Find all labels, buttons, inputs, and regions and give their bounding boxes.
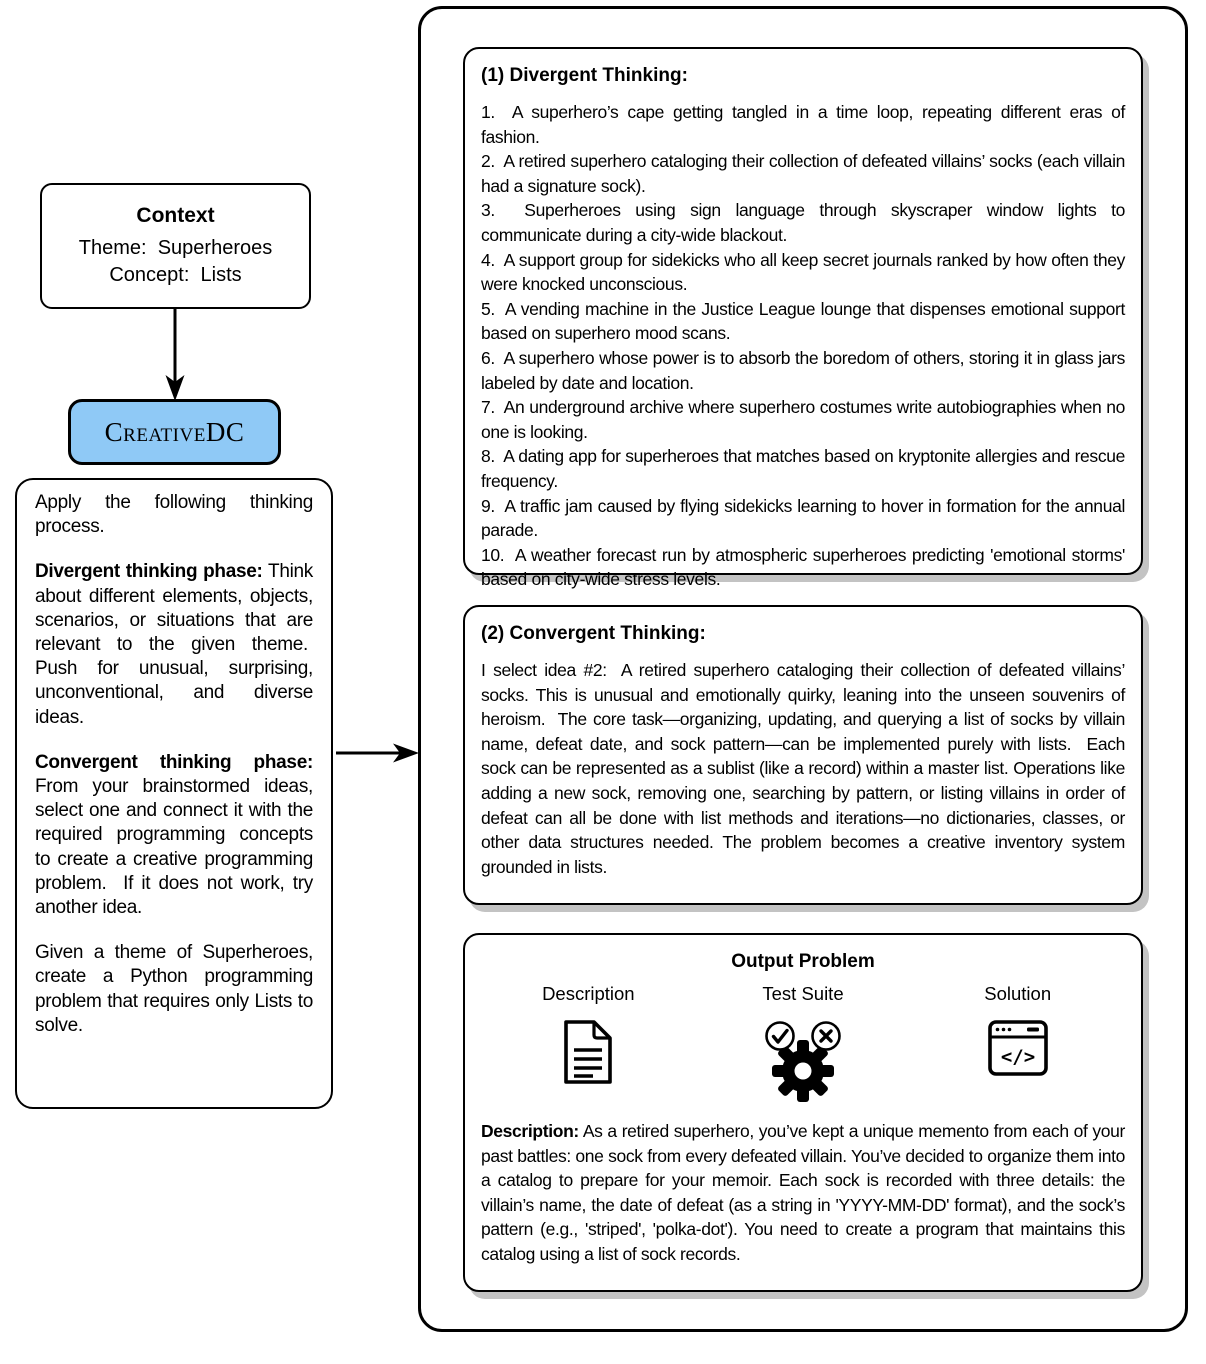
output-components-row: [481, 983, 1125, 1107]
output-problem-box: [463, 933, 1143, 1292]
convergent-phase-body: From your brainstormed ideas, select one and connect it with the required programming concepts to create a creative programming problem. If it does not work, try another idea.: [35, 776, 313, 919]
convergent-thinking-box: [463, 605, 1143, 905]
context-theme-line: Theme: Superheroes: [78, 237, 273, 259]
output-description-label: Description:: [481, 1121, 579, 1141]
output-description-body: As a retired superhero, you’ve kept a unique memento from each of your past battles: one sock from every defeated villain. You’ve decided to organize them into a catalog to prepare for your memoir. Each sock is recorded with three details: the villain’s name, the date of defeat (as a string in 'YYYY-MM-DD' format), and the sock’s pattern (e.g., 'striped', 'polka-dot'). You need to create a program that maintains this catalog using a list of sock records.: [481, 1121, 1126, 1264]
test-suite-gear-icon: [751, 1019, 855, 1103]
idea-item: 3. Superheroes using sign language through skyscraper window lights to communicate during a city-wide blackout.: [481, 200, 1125, 245]
idea-item: 4. A support group for sidekicks who all keep secret journals ranked by how often they were knocked unconscious.: [481, 249, 1125, 295]
creativedc-label: CreativeDC: [104, 416, 245, 447]
component-test-suite-label: Test Suite: [762, 983, 844, 1004]
idea-item: 5. A vending machine in the Justice League lounge that dispenses emotional support based on superhero mood scans.: [481, 298, 1125, 344]
idea-item: 2. A retired superhero cataloging their collection of defeated villains’ socks (each villain had a signature sock).: [481, 151, 1125, 196]
component-test-suite: [696, 983, 911, 1107]
idea-item: 1. A superhero’s cape getting tangled in a time loop, repeating different eras of fashion.: [481, 102, 1125, 147]
arrow-down-icon: [163, 309, 187, 401]
code-glyph: </>: [1000, 1046, 1035, 1068]
idea-item: 10. A weather forecast run by atmospheric superheroes predicting 'emotional storms' based on city-wide stress levels.: [481, 544, 1125, 590]
process-intro: Apply the following thinking process.: [35, 492, 313, 538]
arrow-right-icon: [335, 741, 419, 765]
divergent-phase-body: Think about different elements, objects, scenarios, or situations that are relevant to the given theme. Push for unusual, surprising, unconventional, and diverse ideas.: [35, 561, 313, 728]
component-description: [481, 983, 696, 1107]
convergent-box-title: (2) Convergent Thinking:: [481, 623, 706, 644]
component-solution-label: Solution: [984, 983, 1052, 1004]
context-title: Context: [136, 204, 215, 227]
divergent-box-title: (1) Divergent Thinking:: [481, 65, 688, 86]
convergent-box-body: I select idea #2: A retired superhero cataloging their collection of defeated villains’ socks. This is unusual and emotionally quirky, leaning into the unseen souvenirs of heroism. The core task—organizing, updating, and querying a list of socks by villain name, defeat date, and sock pattern—can be implemented purely with lists. Each sock can be represented as a sublist (like a record) within a master list. Operations like adding a new sock, removing one, searching by pattern, or listing villains in order of defeat can all be done with list methods and iterations—no dictionaries, classes, or other data structures needed. The problem becomes a creative inventory system grounded in lists.: [481, 660, 1125, 877]
idea-item: 6. A superhero whose power is to absorb the boredom of others, storing it in glass jars labeled by date and location.: [481, 347, 1125, 393]
creativedc-box: [68, 399, 281, 465]
process-task: Given a theme of Superheroes, create a Python programming problem that requires only Lists to solve.: [35, 942, 313, 1036]
document-icon: [562, 1019, 614, 1085]
idea-item: 8. A dating app for superheroes that matches based on kryptonite allergies and rescue frequency.: [481, 446, 1125, 491]
divergent-phase-title: Divergent thinking phase:: [35, 561, 263, 583]
component-solution: [910, 983, 1125, 1107]
output-problem-title: Output Problem: [731, 951, 875, 972]
output-description-paragraph: [481, 1119, 1125, 1267]
idea-item: 7. An underground archive where superhero costumes write autobiographies when no one is looking.: [481, 397, 1125, 442]
convergent-phase-title: Convergent thinking phase:: [35, 751, 313, 773]
context-concept-line: Concept: Lists: [109, 264, 242, 286]
cross-circle-icon: [813, 1023, 840, 1050]
divergent-thinking-box: [463, 47, 1143, 590]
divergent-phase-paragraph: [35, 560, 313, 729]
check-circle-icon: [767, 1023, 794, 1050]
idea-item: 9. A traffic jam caused by flying sidekicks learning to hover in formation for the annual parade.: [481, 495, 1125, 541]
code-window-icon: [987, 1019, 1049, 1077]
context-box: [40, 183, 311, 309]
component-description-label: Description: [542, 983, 635, 1004]
process-box: [15, 478, 333, 1109]
convergent-phase-paragraph: [35, 751, 313, 920]
